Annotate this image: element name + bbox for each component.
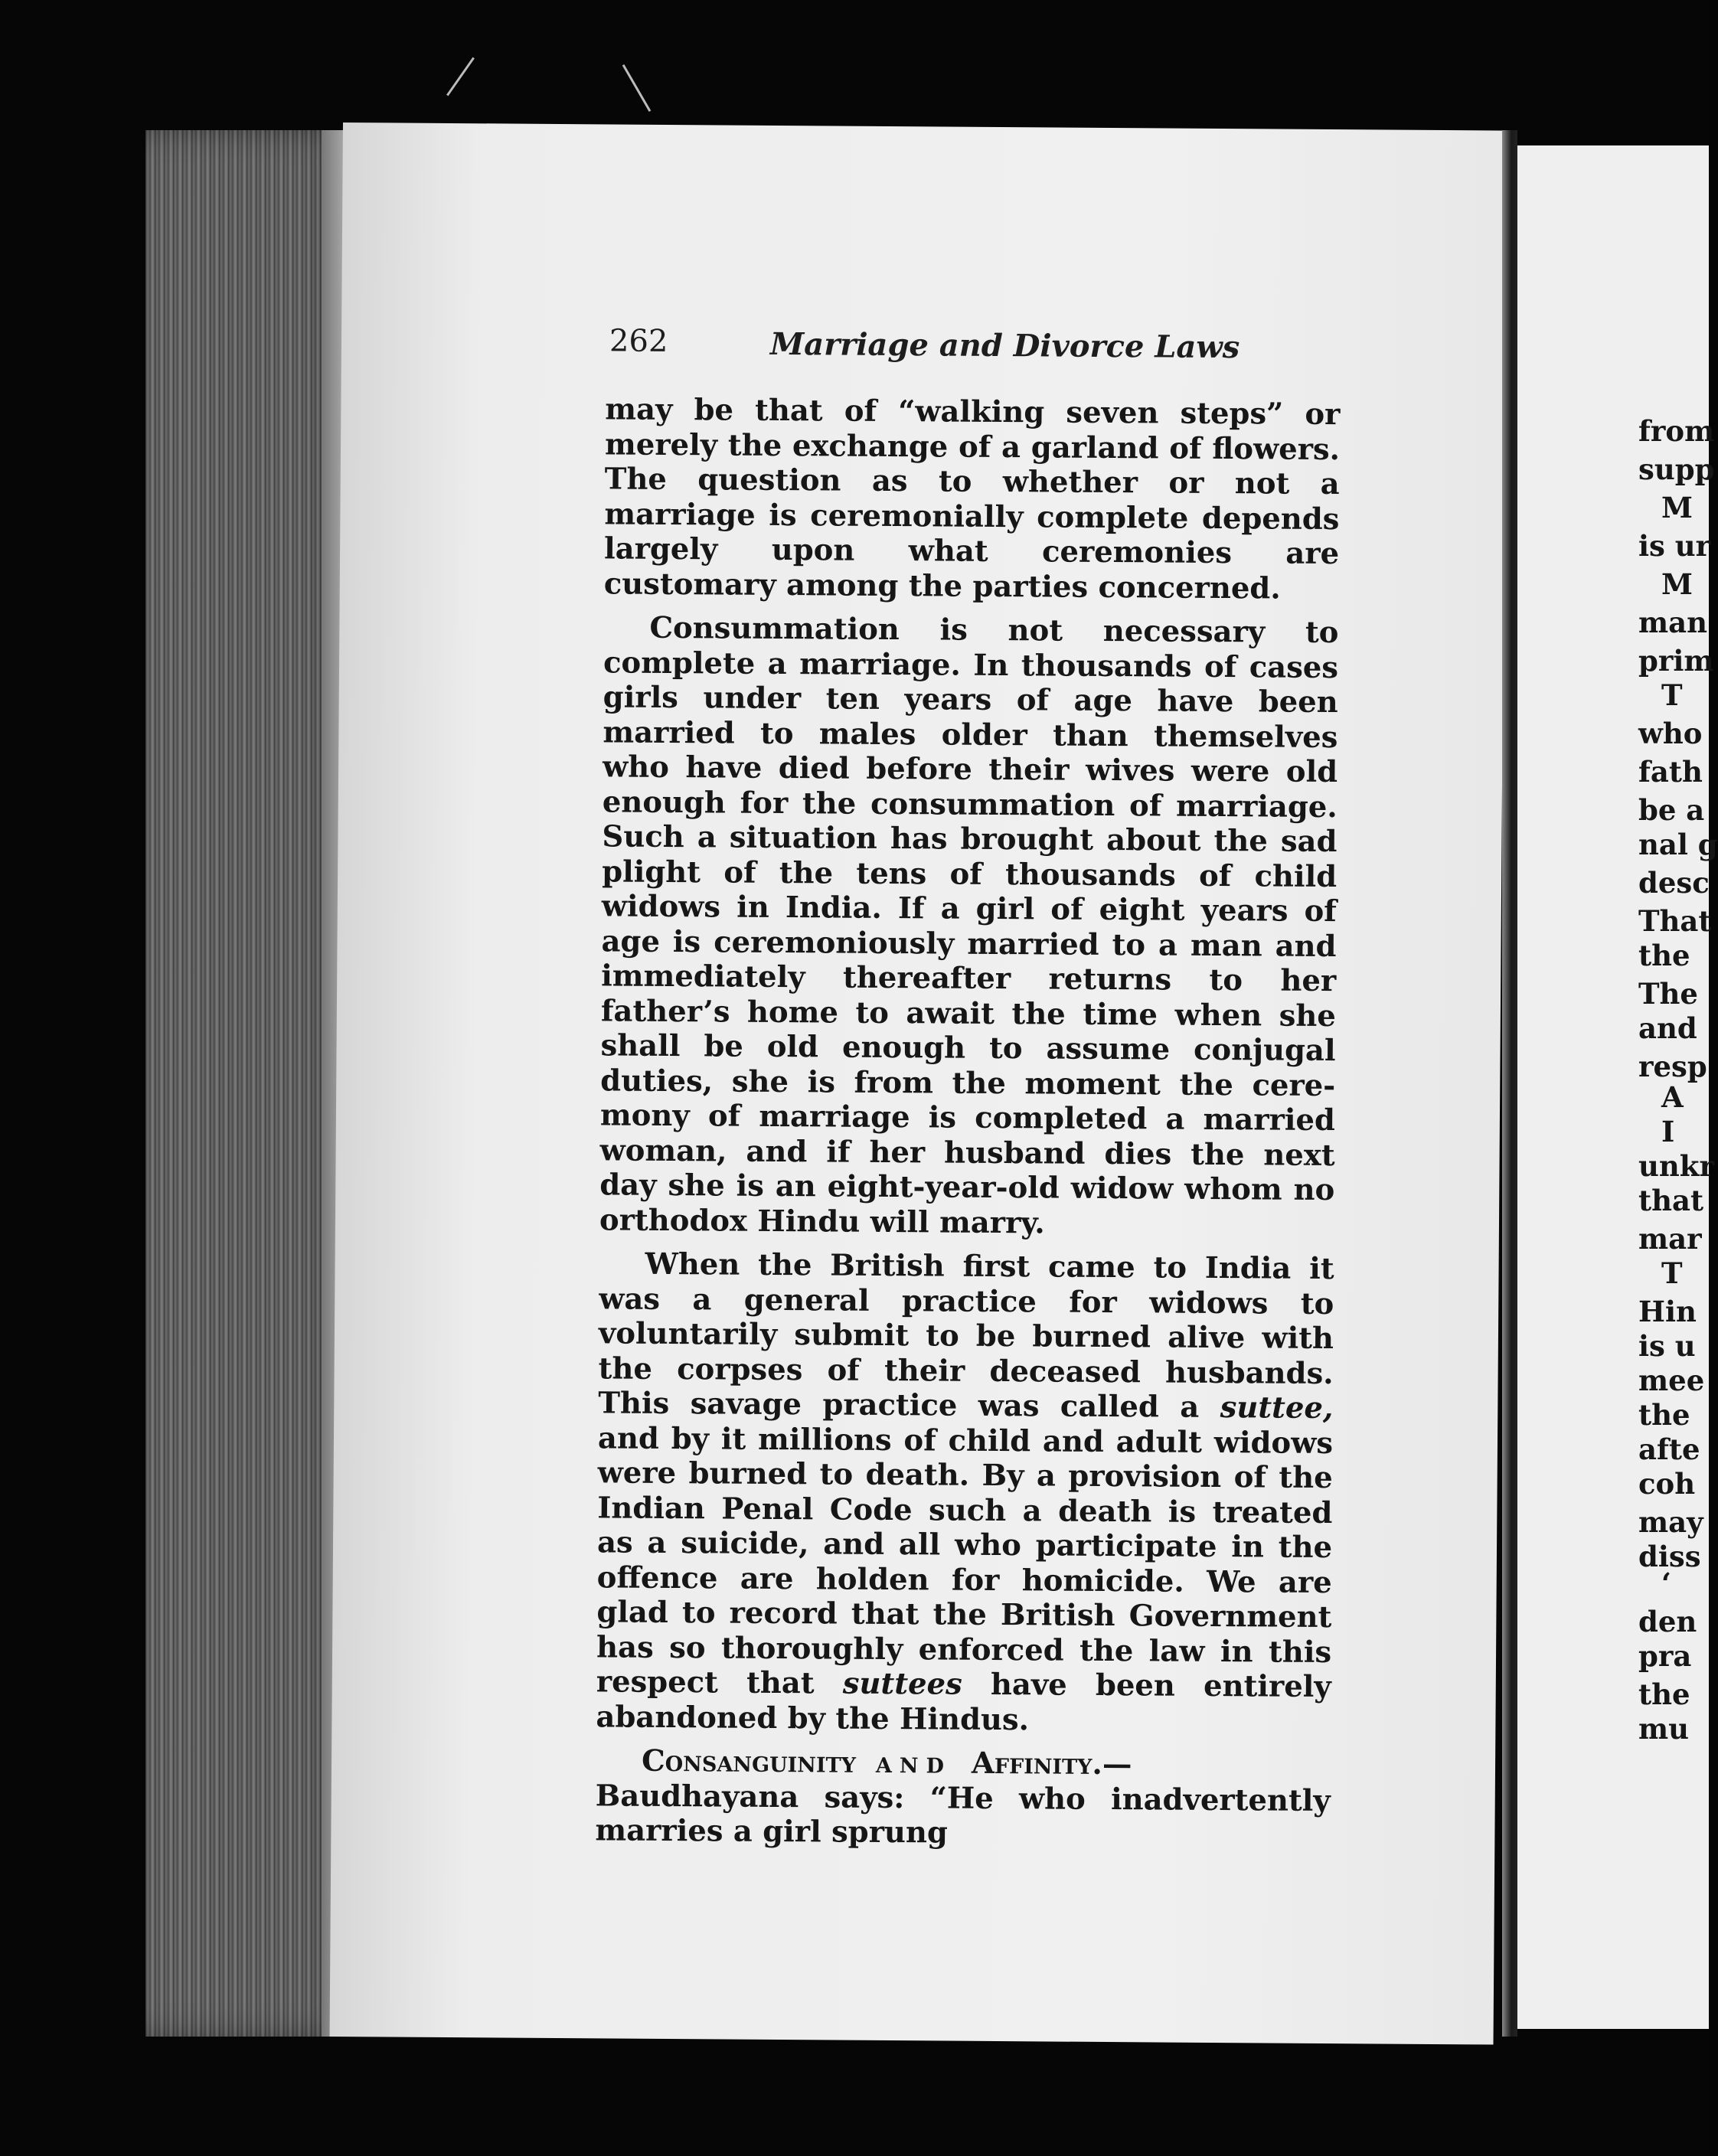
paragraph-1: may be that of “walking seven steps” or merely the exchange of a garland of flowers. The question as to whether or not a marriage is ceremonially complete depends largely upon what ceremonies are customary among the parties concerned. <box>603 392 1341 606</box>
right-page-line: that <box>1638 1184 1704 1217</box>
running-head: Marriage and Divorce Laws <box>769 325 1240 366</box>
paragraph-3-continued: By a provision of the Indian Penal Code such a death is treated as a suicide, and all who participate in the offence are holden for homicide. We are glad to record that the British Government has so thoroughly enforced the law in this respect that <box>596 1458 1333 1701</box>
right-page-line: afte <box>1638 1432 1700 1466</box>
right-page-line: desc <box>1638 866 1710 900</box>
right-page-line: fath <box>1638 755 1703 789</box>
italic-suttees: suttees <box>842 1666 962 1702</box>
right-page-line: coh <box>1638 1467 1696 1501</box>
section-heading-consanguinity: Consanguinity <box>641 1743 857 1780</box>
paragraph-3-end: have been entirely abandoned by the Hindus. <box>596 1667 1331 1737</box>
paragraph-3-start: When the British first came to India it was a general practice for widows to voluntarily submit to be burned alive with the corpses of their deceased husbands. This savage practice was called a <box>598 1246 1334 1425</box>
book-gutter <box>1502 130 1517 2037</box>
right-page-line: is u <box>1638 1329 1696 1363</box>
right-page-line: who <box>1638 717 1703 750</box>
left-page <box>330 122 1507 2045</box>
paragraph-3-middle: and by it millions of child and adult widows were burned to death. <box>597 1420 1334 1493</box>
right-page-line: resp <box>1638 1050 1707 1083</box>
right-page-line: T <box>1661 1256 1683 1290</box>
right-page-line: T <box>1661 678 1683 712</box>
right-page-line: M <box>1661 567 1693 601</box>
page-number: 262 <box>609 323 668 359</box>
right-page-line: be a <box>1638 793 1705 827</box>
paragraph-4-text: —Baudhayana says: “He who inadvertently marries a girl sprung <box>595 1746 1331 1851</box>
right-page-line: supp <box>1638 452 1715 486</box>
paragraph-3 <box>596 1246 1334 1740</box>
right-page-line: pra <box>1638 1639 1692 1673</box>
right-page-line: man <box>1638 606 1708 639</box>
paragraph-2: Consummation is not necessary to complete a marriage. In thousands of cases girls under ten years of age have been married to males older than themselves who have died before their wives were old enough for the consummation of marriage. Such a situation has brought about the sad plight of the tens of thousands of child widows in India. If a girl of eight years of age is ceremoniously married to a man and immediately thereafter returns to her father’s home to await the time when she shall be old enough to assume conjugal duties, she is from the moment the ceremony of marriage is completed a married woman, and if her husband dies the next day she is an eight-year-old widow whom no orthodox Hindu will marry. <box>599 610 1339 1240</box>
section-heading-and: and <box>875 1745 952 1781</box>
right-page-line: ‘ <box>1661 1566 1671 1600</box>
right-page-line: mee <box>1638 1364 1705 1397</box>
right-page-line: The <box>1638 977 1698 1011</box>
book-page-edges <box>145 130 352 2037</box>
right-page-line: den <box>1638 1605 1697 1638</box>
paragraph-4 <box>595 1743 1331 1853</box>
right-page-line: unkr <box>1638 1149 1714 1183</box>
right-page-line: the <box>1638 1677 1690 1711</box>
right-page-line: the <box>1638 939 1690 972</box>
right-page-line: diss <box>1638 1540 1701 1573</box>
right-page-line: A <box>1661 1080 1684 1114</box>
right-page-line: nal g <box>1638 828 1718 861</box>
right-page-line: That <box>1638 904 1712 938</box>
right-page-line: and <box>1638 1011 1697 1045</box>
section-heading-affinity: Affinity. <box>971 1746 1103 1782</box>
right-page-line: I <box>1661 1115 1675 1148</box>
right-page-line: may <box>1638 1505 1703 1539</box>
right-page-line: is ur <box>1638 529 1711 563</box>
italic-suttee: suttee, <box>1220 1390 1334 1426</box>
right-page-line: mu <box>1638 1712 1690 1746</box>
right-page-line: from <box>1638 414 1715 448</box>
right-page-line: the <box>1638 1398 1690 1432</box>
right-page-line: mar <box>1638 1222 1702 1256</box>
right-page-line: Hin <box>1638 1295 1697 1328</box>
right-page-line: prim <box>1638 644 1714 678</box>
right-page-line: M <box>1661 491 1693 524</box>
body-text <box>595 392 1340 1862</box>
